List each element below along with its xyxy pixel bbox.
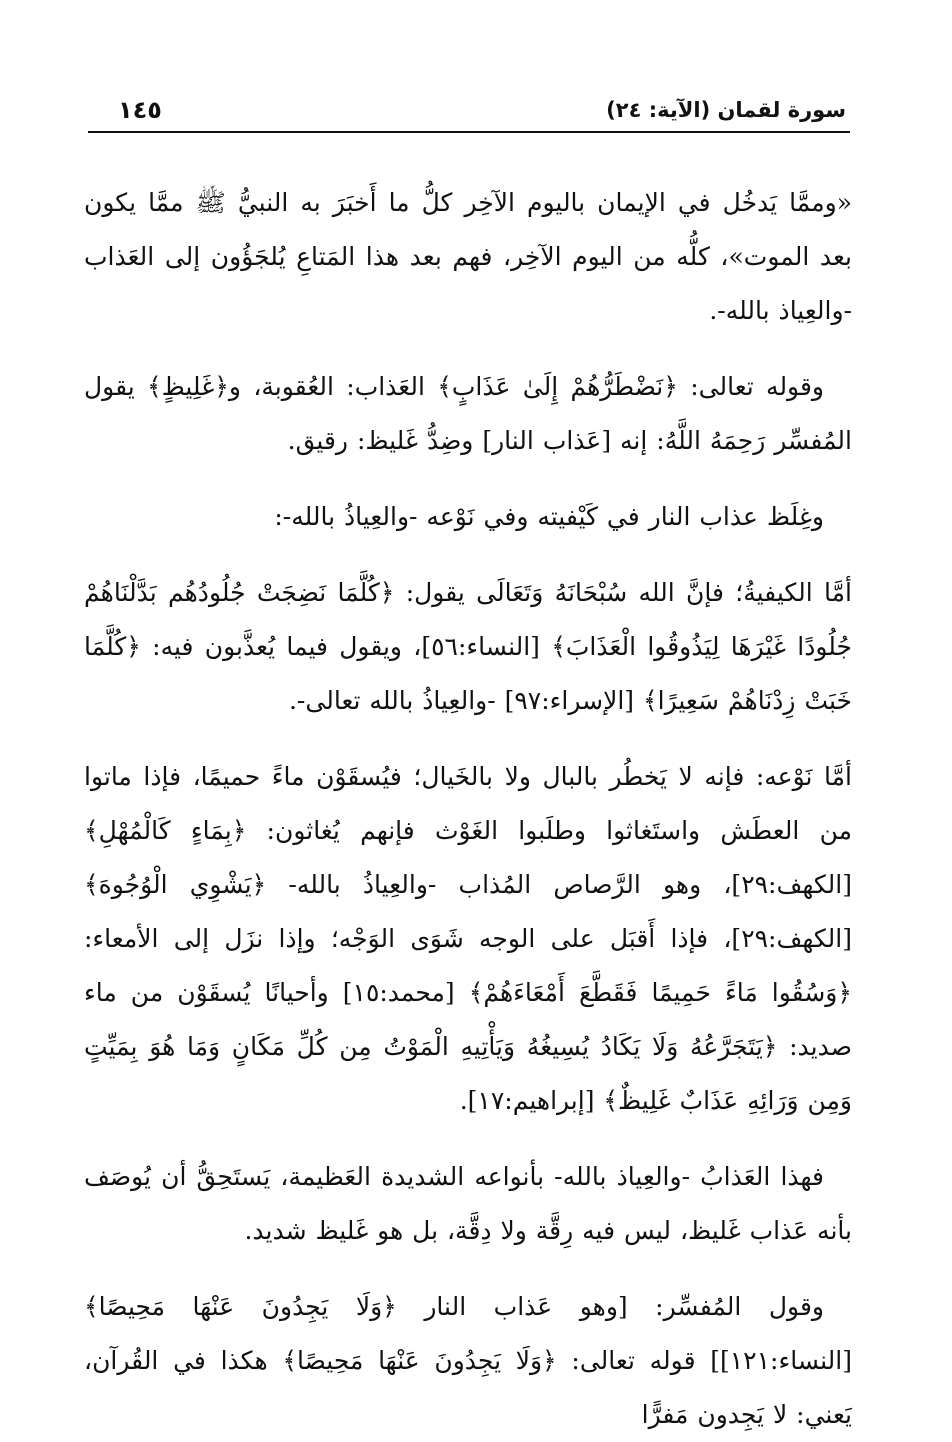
paragraph-5: أمَّا نَوْعه: فإنه لا يَخطُر بالبال ولا بالخَيال؛ فيُسقَوْن ماءً حميمًا، فإذا ماتوا من العطَش واستَغاثوا وطلَبوا الغَوْث فإنهم يُغاثون: ﴿بِمَاءٍ كَالْمُهْلِ﴾ [الكهف:٢٩]، وهو الرَّصاص المُذاب -والعِياذُ بالله- ﴿يَشْوِي الْوُجُوهَ﴾ [الكهف:٢٩]، فإذا أَقبَل على الوجه شَوَى الوَجْه؛ وإذا نزَل إلى الأمعاء: ﴿وَسُقُوا مَاءً حَمِيمًا فَقَطَّعَ أَمْعَاءَهُمْ﴾ [محمد:١٥] وأحيانًا يُسقَوْن من ماء صديد: ﴿يَتَجَرَّعُهُ وَلَا يَكَادُ يُسِيغُهُ وَيَأْتِيهِ الْمَوْتُ مِن كُلِّ مَكَانٍ وَمَا هُوَ بِمَيِّتٍ وَمِن وَرَائِهِ عَذَابٌ غَلِيظٌ﴾ [إبراهيم:١٧]. [84,762,852,1115]
paragraph-2: وقوله تعالى: ﴿نَضْطَرُّهُمْ إِلَىٰ عَذَابٍ﴾ العَذاب: العُقوبة، و﴿غَلِيظٍ﴾ يقول المُفسِّر رَحِمَهُ اللَّهُ: إنه [عَذاب النار] وضِدُّ غَليظ: رقيق. [84,372,852,455]
paragraph-4: أمَّا الكيفيةُ؛ فإنَّ الله سُبْحَانَهُ وَتَعَالَى يقول: ﴿كُلَّمَا نَضِجَتْ جُلُودُهُم بَدَّلْنَاهُمْ جُلُودًا غَيْرَهَا لِيَذُوقُوا الْعَذَابَ﴾ [النساء:٥٦]، ويقول فيما يُعذَّبون فيه: ﴿كُلَّمَا خَبَتْ زِدْنَاهُمْ سَعِيرًا﴾ [الإسراء:٩٧] -والعِياذُ بالله تعالى-. [84,578,852,715]
page-number: ١٤٥ [118,96,162,124]
paragraph-3: وغِلَظ عذاب النار في كَيْفيته وفي نَوْعه -والعِياذُ بالله-: [274,502,824,531]
page-header [118,92,846,132]
page-body [84,176,852,1429]
running-title: سورة لقمان (الآية: ٢٤) [606,98,846,122]
paragraph-1: «وممَّا يَدخُل في الإيمان باليوم الآخِر كلُّ ما أَخبَرَ به النبيُّ ﷺ ممَّا يكون بعد الموت»، كلُّه من اليوم الآخِر، فهم بعد هذا المَتاعِ يُلجَؤُون إلى العَذاب -والعِياذ بالله-. [84,188,852,325]
header-rule [88,131,850,133]
paragraph-7: وقول المُفسِّر: [وهو عَذاب النار ﴿وَلَا يَجِدُونَ عَنْهَا مَحِيصًا﴾ [النساء:١٢١]] قوله تعالى: ﴿وَلَا يَجِدُونَ عَنْهَا مَحِيصًا﴾ هكذا في القُرآن، يَعني: لا يَجِدون مَفرًّا [84,1292,852,1429]
paragraph-6: فهذا العَذابُ -والعِياذ بالله- بأنواعه الشديدة العَظيمة، يَستَحِقُّ أن يُوصَف بأنه عَذاب غَليظ، ليس فيه رِقَّة ولا دِقَّة، بل هو غَليظ شديد. [84,1162,852,1245]
